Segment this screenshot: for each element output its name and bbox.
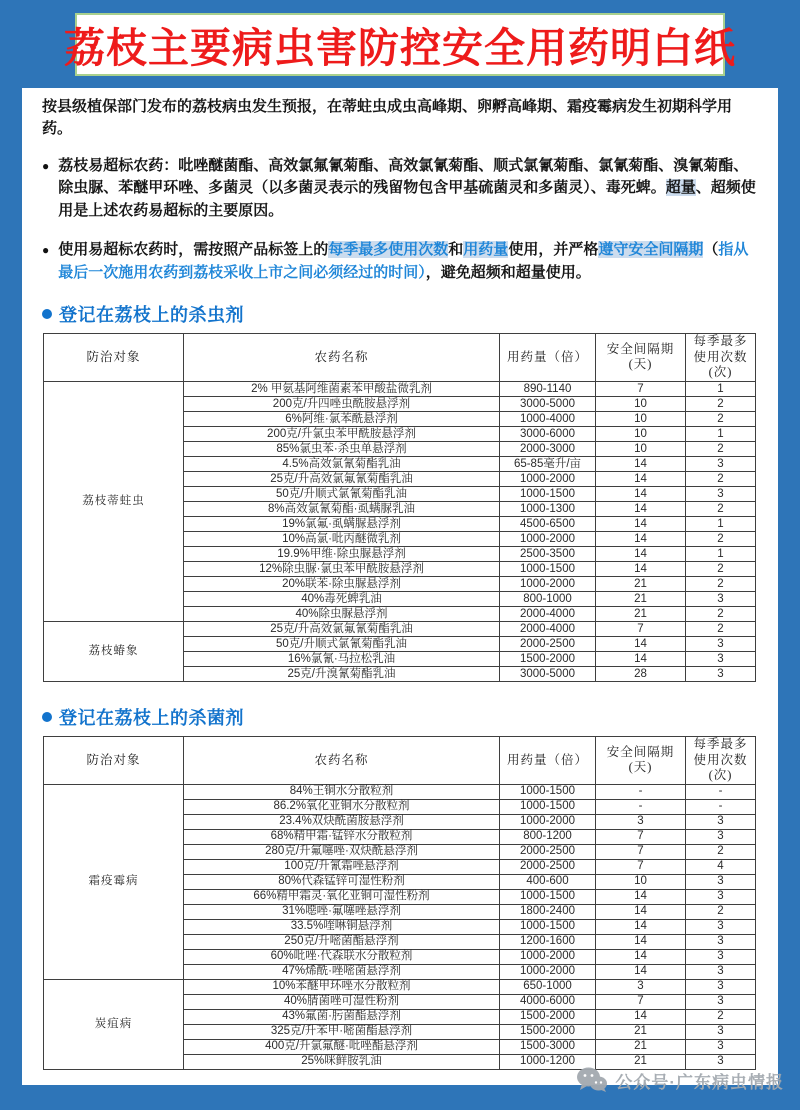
max-uses-cell: 2 (686, 471, 756, 486)
drug-name-cell: 100克/升氰霜唑悬浮剂 (184, 859, 500, 874)
dosage-cell: 650-1000 (500, 979, 596, 994)
column-header: 用药量（倍） (500, 334, 596, 382)
bullet-list (42, 155, 758, 285)
max-uses-cell: 3 (686, 591, 756, 606)
max-uses-cell: 3 (686, 651, 756, 666)
drug-name-cell: 25克/升溴氰菊酯乳油 (184, 666, 500, 681)
interval-cell: 10 (596, 396, 686, 411)
content-card (22, 88, 778, 1085)
section-heading-insecticide (42, 301, 758, 327)
dosage-cell: 2000-4000 (500, 606, 596, 621)
drug-name-cell: 40%腈菌唑可湿性粉剂 (184, 994, 500, 1009)
interval-cell: 14 (596, 964, 686, 979)
max-uses-cell: 2 (686, 501, 756, 516)
interval-cell: 14 (596, 1009, 686, 1024)
drug-name-cell: 2% 甲氨基阿维菌素苯甲酸盐微乳剂 (184, 381, 500, 396)
interval-cell: 21 (596, 1024, 686, 1039)
max-uses-cell: 2 (686, 411, 756, 426)
drug-name-cell: 86.2%氧化亚铜水分散粒剂 (184, 799, 500, 814)
pesticide-table (43, 333, 756, 682)
drug-name-cell: 325克/升苯甲·嘧菌酯悬浮剂 (184, 1024, 500, 1039)
drug-name-cell: 12%除虫脲·氯虫苯甲酰胺悬浮剂 (184, 561, 500, 576)
drug-name-cell: 50克/升顺式氯氰菊酯乳油 (184, 636, 500, 651)
max-uses-cell: 2 (686, 441, 756, 456)
column-header: 每季最多 使用次数(次) (686, 736, 756, 784)
max-uses-cell: 2 (686, 576, 756, 591)
dosage-cell: 1000-1300 (500, 501, 596, 516)
section-heading-label: 登记在荔枝上的杀虫剂 (59, 305, 244, 325)
dosage-cell: 2000-2500 (500, 859, 596, 874)
max-uses-cell: 3 (686, 979, 756, 994)
title-box (64, 13, 736, 76)
dosage-cell: 1800-2400 (500, 904, 596, 919)
column-header: 安全间隔期(天) (596, 736, 686, 784)
interval-cell: 21 (596, 606, 686, 621)
drug-name-cell: 25%咪鲜胺乳油 (184, 1054, 500, 1069)
dosage-cell: 2000-2500 (500, 636, 596, 651)
column-header: 防治对象 (44, 736, 184, 784)
max-uses-cell: 1 (686, 426, 756, 441)
drug-name-cell: 20%联苯·除虫脲悬浮剂 (184, 576, 500, 591)
interval-cell: 14 (596, 949, 686, 964)
drug-name-cell: 19%氯氟·虱螨脲悬浮剂 (184, 516, 500, 531)
max-uses-cell: 1 (686, 381, 756, 396)
interval-cell: 21 (596, 1054, 686, 1069)
dosage-cell: 1000-1500 (500, 784, 596, 799)
dosage-cell: 65-85毫升/亩 (500, 456, 596, 471)
column-header: 安全间隔期(天) (596, 334, 686, 382)
drug-name-cell: 6%阿维·氯苯酰悬浮剂 (184, 411, 500, 426)
section-heading-fungicide (42, 704, 758, 730)
table-header-row (44, 736, 756, 784)
dosage-cell: 1000-2000 (500, 949, 596, 964)
interval-cell: 14 (596, 889, 686, 904)
dosage-cell: 4000-6000 (500, 994, 596, 1009)
interval-cell: 14 (596, 546, 686, 561)
drug-name-cell: 8%高效氯氰菊酯·虱螨脲乳油 (184, 501, 500, 516)
max-uses-cell: 3 (686, 994, 756, 1009)
drug-name-cell: 40%毒死蜱乳油 (184, 591, 500, 606)
bullet-dot-icon (42, 712, 52, 722)
interval-cell: 14 (596, 561, 686, 576)
dosage-cell: 4500-6500 (500, 516, 596, 531)
max-uses-cell: 1 (686, 516, 756, 531)
dosage-cell: 1000-1500 (500, 889, 596, 904)
interval-cell: 14 (596, 456, 686, 471)
interval-cell: 14 (596, 501, 686, 516)
column-header: 用药量（倍） (500, 736, 596, 784)
drug-name-cell: 80%代森锰锌可湿性粉剂 (184, 874, 500, 889)
max-uses-cell: 2 (686, 531, 756, 546)
target-cell: 荔枝蒂蛀虫 (44, 381, 184, 621)
drug-name-cell: 43%氟菌·肟菌酯悬浮剂 (184, 1009, 500, 1024)
page-title: 荔枝主要病虫害防控安全用药明白纸 (64, 25, 736, 71)
target-cell: 荔枝蝽象 (44, 621, 184, 681)
dosage-cell: 2000-2500 (500, 844, 596, 859)
drug-name-cell: 25克/升高效氯氟氰菊酯乳油 (184, 471, 500, 486)
dosage-cell: 1200-1600 (500, 934, 596, 949)
dosage-cell: 3000-5000 (500, 666, 596, 681)
drug-name-cell: 10%苯醚甲环唑水分散粒剂 (184, 979, 500, 994)
drug-name-cell: 85%氯虫苯·杀虫单悬浮剂 (184, 441, 500, 456)
dosage-cell: 1000-1500 (500, 486, 596, 501)
watermark (576, 1066, 784, 1094)
interval-cell: - (596, 799, 686, 814)
drug-name-cell: 280克/升氟噻唑·双炔酰悬浮剂 (184, 844, 500, 859)
max-uses-cell: 2 (686, 1009, 756, 1024)
max-uses-cell: 2 (686, 621, 756, 636)
drug-name-cell: 84%王铜水分散粒剂 (184, 784, 500, 799)
interval-cell: 14 (596, 471, 686, 486)
bullet-item (42, 155, 758, 223)
bullet-dot-icon: ● (42, 243, 50, 257)
interval-cell: 21 (596, 591, 686, 606)
dosage-cell: 1000-2000 (500, 531, 596, 546)
interval-cell: 7 (596, 621, 686, 636)
dosage-cell: 3000-5000 (500, 396, 596, 411)
drug-name-cell: 16%氯氰·马拉松乳油 (184, 651, 500, 666)
drug-name-cell: 4.5%高效氯氰菊酯乳油 (184, 456, 500, 471)
interval-cell: 10 (596, 441, 686, 456)
max-uses-cell: 3 (686, 874, 756, 889)
max-uses-cell: 2 (686, 561, 756, 576)
interval-cell: 7 (596, 844, 686, 859)
section-heading-label: 登记在荔枝上的杀菌剂 (59, 707, 244, 728)
table-header-row (44, 334, 756, 382)
bullet-dot-icon: ● (42, 158, 50, 173)
drug-name-cell: 10%高氯·吡丙醚微乳剂 (184, 531, 500, 546)
dosage-cell: 2000-4000 (500, 621, 596, 636)
dosage-cell: 800-1000 (500, 591, 596, 606)
drug-name-cell: 25克/升高效氯氟氰菊酯乳油 (184, 621, 500, 636)
max-uses-cell: 3 (686, 1054, 756, 1069)
drug-name-cell: 31%噁唑·氟噻唑悬浮剂 (184, 904, 500, 919)
interval-cell: 14 (596, 486, 686, 501)
target-cell: 炭疽病 (44, 979, 184, 1069)
dosage-cell: 2000-3000 (500, 441, 596, 456)
dosage-cell: 890-1140 (500, 381, 596, 396)
table-row (44, 784, 756, 799)
dosage-cell: 1500-2000 (500, 651, 596, 666)
bullet-text: 使用易超标农药时，需按照产品标签上的每季最多使用次数和用药量使用，并严格遵守安全间隔期（指从最后一次施用农药到荔枝采收上市之间必须经过的时间），避免超频和超量使用。 (58, 241, 749, 281)
dosage-cell: 1000-2000 (500, 964, 596, 979)
dosage-cell: 3000-6000 (500, 426, 596, 441)
max-uses-cell: 3 (686, 1039, 756, 1054)
table-row (44, 979, 756, 994)
pesticide-table (43, 736, 756, 1070)
drug-name-cell: 33.5%喹啉铜悬浮剂 (184, 919, 500, 934)
interval-cell: 7 (596, 859, 686, 874)
interval-cell: 28 (596, 666, 686, 681)
interval-cell: 21 (596, 576, 686, 591)
target-cell: 霜疫霉病 (44, 784, 184, 979)
drug-name-cell: 47%烯酰·唑嘧菌悬浮剂 (184, 964, 500, 979)
max-uses-cell: 3 (686, 486, 756, 501)
dosage-cell: 1000-2000 (500, 814, 596, 829)
interval-cell: 7 (596, 381, 686, 396)
dosage-cell: 1000-1200 (500, 1054, 596, 1069)
dosage-cell: 1500-2000 (500, 1024, 596, 1039)
dosage-cell: 2500-3500 (500, 546, 596, 561)
dosage-cell: 1000-2000 (500, 576, 596, 591)
interval-cell: 3 (596, 979, 686, 994)
interval-cell: 14 (596, 904, 686, 919)
dosage-cell: 1500-3000 (500, 1039, 596, 1054)
drug-name-cell: 68%精甲霜·锰锌水分散粒剂 (184, 829, 500, 844)
watermark-text: 公众号·广东病虫情报 (615, 1072, 784, 1092)
column-header: 农药名称 (184, 736, 500, 784)
interval-cell: 10 (596, 426, 686, 441)
interval-cell: 3 (596, 814, 686, 829)
dosage-cell: 1000-2000 (500, 471, 596, 486)
column-header: 农药名称 (184, 334, 500, 382)
max-uses-cell: 2 (686, 904, 756, 919)
dosage-cell: 1000-4000 (500, 411, 596, 426)
max-uses-cell: 3 (686, 829, 756, 844)
table-row (44, 621, 756, 636)
drug-name-cell: 40%除虫脲悬浮剂 (184, 606, 500, 621)
drug-name-cell: 200克/升四唑虫酰胺悬浮剂 (184, 396, 500, 411)
dosage-cell: 1500-2000 (500, 1009, 596, 1024)
dosage-cell: 400-600 (500, 874, 596, 889)
interval-cell: 7 (596, 994, 686, 1009)
table-row (44, 381, 756, 396)
bullet-text: 荔枝易超标农药：吡唑醚菌酯、高效氯氟氰菊酯、高效氯氰菊酯、顺式氯氰菊酯、氯氰菊酯、溴氰菊酯、除虫脲、苯醚甲环唑、多菌灵（以多菌灵表示的残留物包含甲基硫菌灵和多菌灵）、毒死蜱。超量、超频使用是上述农药易超标的主要原因。 (58, 156, 756, 219)
max-uses-cell: 2 (686, 396, 756, 411)
max-uses-cell: 4 (686, 859, 756, 874)
drug-name-cell: 23.4%双炔酰菌胺悬浮剂 (184, 814, 500, 829)
max-uses-cell: 3 (686, 949, 756, 964)
bullet-item (42, 239, 758, 284)
bullet-dot-icon (42, 309, 52, 319)
interval-cell: 14 (596, 636, 686, 651)
drug-name-cell: 19.9%甲维·除虫脲悬浮剂 (184, 546, 500, 561)
interval-cell: 14 (596, 531, 686, 546)
column-header: 每季最多 使用次数(次) (686, 334, 756, 382)
dosage-cell: 1000-1500 (500, 561, 596, 576)
wechat-icon (576, 1066, 608, 1094)
max-uses-cell: 2 (686, 844, 756, 859)
interval-cell: 14 (596, 934, 686, 949)
max-uses-cell: 3 (686, 456, 756, 471)
interval-cell: 14 (596, 651, 686, 666)
column-header: 防治对象 (44, 334, 184, 382)
drug-name-cell: 250克/升嘧菌酯悬浮剂 (184, 934, 500, 949)
max-uses-cell: 3 (686, 934, 756, 949)
interval-cell: 21 (596, 1039, 686, 1054)
max-uses-cell: 3 (686, 919, 756, 934)
drug-name-cell: 66%精甲霜灵·氧化亚铜可湿性粉剂 (184, 889, 500, 904)
max-uses-cell: 3 (686, 964, 756, 979)
dosage-cell: 1000-1500 (500, 799, 596, 814)
max-uses-cell: 2 (686, 606, 756, 621)
max-uses-cell: 3 (686, 1024, 756, 1039)
max-uses-cell: 3 (686, 814, 756, 829)
interval-cell: 10 (596, 874, 686, 889)
interval-cell: - (596, 784, 686, 799)
max-uses-cell: - (686, 799, 756, 814)
interval-cell: 10 (596, 411, 686, 426)
max-uses-cell: - (686, 784, 756, 799)
max-uses-cell: 1 (686, 546, 756, 561)
max-uses-cell: 3 (686, 666, 756, 681)
drug-name-cell: 200克/升氯虫苯甲酰胺悬浮剂 (184, 426, 500, 441)
dosage-cell: 1000-1500 (500, 919, 596, 934)
interval-cell: 14 (596, 919, 686, 934)
interval-cell: 14 (596, 516, 686, 531)
max-uses-cell: 3 (686, 636, 756, 651)
intro-paragraph: 按县级植保部门发布的荔枝病虫发生预报，在蒂蛀虫成虫高峰期、卵孵高峰期、霜疫霉病发生初期科学用药。 (42, 98, 733, 137)
drug-name-cell: 60%吡唑·代森联水分散粒剂 (184, 949, 500, 964)
interval-cell: 7 (596, 829, 686, 844)
drug-name-cell: 400克/升氯氟醚·吡唑酯悬浮剂 (184, 1039, 500, 1054)
max-uses-cell: 3 (686, 889, 756, 904)
drug-name-cell: 50克/升顺式氯氰菊酯乳油 (184, 486, 500, 501)
dosage-cell: 800-1200 (500, 829, 596, 844)
